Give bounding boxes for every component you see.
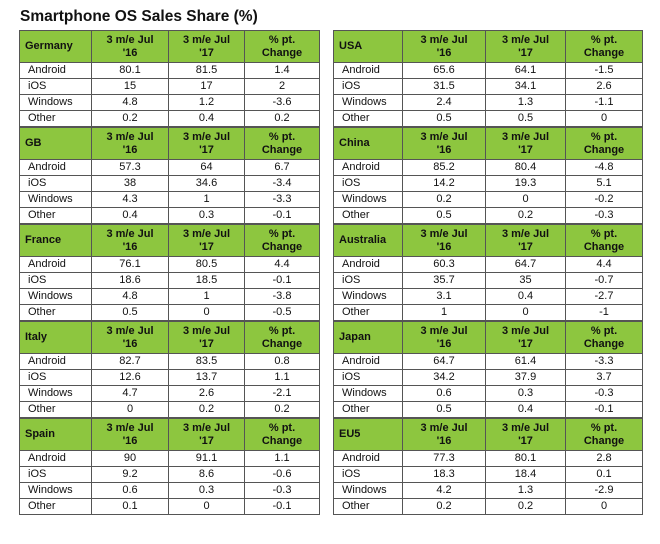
os-label: Android bbox=[20, 257, 92, 273]
value-cell: 34.6 bbox=[169, 176, 245, 192]
value-cell: 0.5 bbox=[92, 305, 169, 321]
os-label: Android bbox=[334, 354, 403, 370]
column-header: 3 m/e Jul '17 bbox=[486, 128, 566, 160]
value-cell: 0.2 bbox=[403, 192, 486, 208]
column-header: 3 m/e Jul '17 bbox=[169, 225, 245, 257]
region-name: Italy bbox=[20, 322, 92, 354]
value-cell: -3.4 bbox=[245, 176, 320, 192]
value-cell: 64.7 bbox=[486, 257, 566, 273]
value-cell: 1.3 bbox=[486, 95, 566, 111]
region-header-row bbox=[334, 31, 643, 63]
column-header: % pt. Change bbox=[566, 225, 643, 257]
value-cell: 0.4 bbox=[92, 208, 169, 224]
value-cell: 0 bbox=[566, 499, 643, 515]
region-table-germany bbox=[19, 30, 320, 127]
value-cell: -0.2 bbox=[566, 192, 643, 208]
region-name: Germany bbox=[20, 31, 92, 63]
value-cell: 61.4 bbox=[486, 354, 566, 370]
value-cell: 1 bbox=[169, 192, 245, 208]
os-label: Windows bbox=[334, 483, 403, 499]
region-header-row bbox=[20, 225, 320, 257]
value-cell: 76.1 bbox=[92, 257, 169, 273]
value-cell: 0.2 bbox=[486, 499, 566, 515]
value-cell: 0.3 bbox=[169, 208, 245, 224]
table-row bbox=[334, 63, 643, 79]
table-row bbox=[334, 483, 643, 499]
value-cell: 90 bbox=[92, 451, 169, 467]
table-row bbox=[20, 386, 320, 402]
os-label: Windows bbox=[20, 289, 92, 305]
table-row bbox=[20, 402, 320, 418]
os-label: Other bbox=[20, 111, 92, 127]
os-label: Android bbox=[334, 257, 403, 273]
value-cell: 35.7 bbox=[403, 273, 486, 289]
table-row bbox=[334, 273, 643, 289]
os-label: Other bbox=[334, 305, 403, 321]
column-header: 3 m/e Jul '17 bbox=[169, 322, 245, 354]
value-cell: 0.1 bbox=[566, 467, 643, 483]
value-cell: 13.7 bbox=[169, 370, 245, 386]
value-cell: 4.4 bbox=[245, 257, 320, 273]
os-label: iOS bbox=[20, 273, 92, 289]
value-cell: -2.1 bbox=[245, 386, 320, 402]
value-cell: -3.8 bbox=[245, 289, 320, 305]
value-cell: 4.3 bbox=[92, 192, 169, 208]
os-label: iOS bbox=[334, 370, 403, 386]
value-cell: -0.3 bbox=[566, 208, 643, 224]
value-cell: 81.5 bbox=[169, 63, 245, 79]
value-cell: 12.6 bbox=[92, 370, 169, 386]
value-cell: -1.5 bbox=[566, 63, 643, 79]
table-row bbox=[334, 305, 643, 321]
os-label: iOS bbox=[20, 176, 92, 192]
value-cell: 0 bbox=[169, 305, 245, 321]
os-label: Android bbox=[334, 63, 403, 79]
value-cell: 6.7 bbox=[245, 160, 320, 176]
value-cell: 0.2 bbox=[169, 402, 245, 418]
region-header-row bbox=[20, 419, 320, 451]
os-label: Windows bbox=[20, 483, 92, 499]
value-cell: 3.1 bbox=[403, 289, 486, 305]
column-header: 3 m/e Jul '17 bbox=[169, 31, 245, 63]
value-cell: 2.8 bbox=[566, 451, 643, 467]
os-label: Android bbox=[20, 160, 92, 176]
value-cell: -0.1 bbox=[245, 208, 320, 224]
column-header: 3 m/e Jul '17 bbox=[486, 322, 566, 354]
value-cell: -0.7 bbox=[566, 273, 643, 289]
value-cell: 37.9 bbox=[486, 370, 566, 386]
os-label: Windows bbox=[20, 95, 92, 111]
value-cell: 80.5 bbox=[169, 257, 245, 273]
table-row bbox=[334, 402, 643, 418]
value-cell: 0.6 bbox=[92, 483, 169, 499]
region-name: Spain bbox=[20, 419, 92, 451]
region-table-gb bbox=[19, 127, 320, 224]
column-header: % pt. Change bbox=[245, 322, 320, 354]
region-name: Japan bbox=[334, 322, 403, 354]
table-row bbox=[20, 273, 320, 289]
value-cell: 4.8 bbox=[92, 289, 169, 305]
value-cell: 4.8 bbox=[92, 95, 169, 111]
table-row bbox=[20, 483, 320, 499]
value-cell: 0 bbox=[486, 192, 566, 208]
value-cell: 0.2 bbox=[486, 208, 566, 224]
value-cell: 0.8 bbox=[245, 354, 320, 370]
table-row bbox=[334, 192, 643, 208]
value-cell: 1.4 bbox=[245, 63, 320, 79]
value-cell: 0.2 bbox=[245, 111, 320, 127]
value-cell: 4.7 bbox=[92, 386, 169, 402]
value-cell: 65.6 bbox=[403, 63, 486, 79]
table-row bbox=[20, 289, 320, 305]
value-cell: 0 bbox=[169, 499, 245, 515]
column-header: 3 m/e Jul '16 bbox=[403, 225, 486, 257]
column-header: 3 m/e Jul '16 bbox=[403, 322, 486, 354]
value-cell: 0 bbox=[486, 305, 566, 321]
column-header: 3 m/e Jul '17 bbox=[486, 225, 566, 257]
value-cell: -3.3 bbox=[245, 192, 320, 208]
value-cell: 34.2 bbox=[403, 370, 486, 386]
region-table-eu5 bbox=[333, 418, 643, 515]
column-header: % pt. Change bbox=[245, 225, 320, 257]
value-cell: 1 bbox=[169, 289, 245, 305]
region-name: China bbox=[334, 128, 403, 160]
region-header-row bbox=[334, 128, 643, 160]
table-row bbox=[334, 451, 643, 467]
chart-title: Smartphone OS Sales Share (%) bbox=[20, 8, 258, 25]
value-cell: 80.4 bbox=[486, 160, 566, 176]
value-cell: 14.2 bbox=[403, 176, 486, 192]
table-row bbox=[334, 176, 643, 192]
table-row bbox=[20, 370, 320, 386]
os-label: Android bbox=[20, 354, 92, 370]
table-row bbox=[334, 467, 643, 483]
column-header: 3 m/e Jul '16 bbox=[92, 128, 169, 160]
table-row bbox=[20, 467, 320, 483]
os-label: iOS bbox=[334, 79, 403, 95]
value-cell: 1.3 bbox=[486, 483, 566, 499]
value-cell: 80.1 bbox=[486, 451, 566, 467]
value-cell: -0.1 bbox=[566, 402, 643, 418]
os-label: Android bbox=[334, 160, 403, 176]
value-cell: 1.1 bbox=[245, 451, 320, 467]
value-cell: 0.1 bbox=[92, 499, 169, 515]
table-row bbox=[20, 305, 320, 321]
value-cell: 64 bbox=[169, 160, 245, 176]
table-row bbox=[20, 257, 320, 273]
region-name: GB bbox=[20, 128, 92, 160]
table-row bbox=[334, 79, 643, 95]
region-header-row bbox=[334, 419, 643, 451]
value-cell: -0.6 bbox=[245, 467, 320, 483]
os-label: Other bbox=[334, 402, 403, 418]
region-header-row bbox=[334, 225, 643, 257]
value-cell: 0.2 bbox=[92, 111, 169, 127]
os-label: Windows bbox=[334, 95, 403, 111]
value-cell: 17 bbox=[169, 79, 245, 95]
os-label: Windows bbox=[334, 192, 403, 208]
table-row bbox=[20, 111, 320, 127]
os-label: Other bbox=[20, 208, 92, 224]
right-column bbox=[333, 30, 642, 515]
os-label: Android bbox=[20, 451, 92, 467]
os-label: Other bbox=[334, 111, 403, 127]
column-header: 3 m/e Jul '16 bbox=[92, 31, 169, 63]
region-name: Australia bbox=[334, 225, 403, 257]
column-header: % pt. Change bbox=[566, 128, 643, 160]
value-cell: 9.2 bbox=[92, 467, 169, 483]
os-label: iOS bbox=[20, 467, 92, 483]
column-header: % pt. Change bbox=[245, 128, 320, 160]
value-cell: 0.4 bbox=[169, 111, 245, 127]
value-cell: 91.1 bbox=[169, 451, 245, 467]
value-cell: 18.3 bbox=[403, 467, 486, 483]
os-label: Windows bbox=[334, 289, 403, 305]
table-row bbox=[334, 289, 643, 305]
value-cell: -0.1 bbox=[245, 499, 320, 515]
value-cell: 5.1 bbox=[566, 176, 643, 192]
value-cell: 1 bbox=[403, 305, 486, 321]
table-row bbox=[20, 176, 320, 192]
table-row bbox=[20, 95, 320, 111]
region-header-row bbox=[20, 128, 320, 160]
table-row bbox=[20, 451, 320, 467]
value-cell: -2.7 bbox=[566, 289, 643, 305]
region-table-australia bbox=[333, 224, 643, 321]
table-row bbox=[334, 208, 643, 224]
value-cell: 0.6 bbox=[403, 386, 486, 402]
value-cell: -1 bbox=[566, 305, 643, 321]
value-cell: 19.3 bbox=[486, 176, 566, 192]
column-header: 3 m/e Jul '17 bbox=[486, 419, 566, 451]
value-cell: 38 bbox=[92, 176, 169, 192]
value-cell: 0.5 bbox=[403, 402, 486, 418]
value-cell: 64.7 bbox=[403, 354, 486, 370]
column-header: 3 m/e Jul '17 bbox=[486, 31, 566, 63]
region-table-france bbox=[19, 224, 320, 321]
table-row bbox=[334, 257, 643, 273]
region-header-row bbox=[20, 322, 320, 354]
column-header: % pt. Change bbox=[566, 322, 643, 354]
left-column bbox=[19, 30, 319, 515]
value-cell: 31.5 bbox=[403, 79, 486, 95]
column-header: 3 m/e Jul '16 bbox=[403, 128, 486, 160]
os-label: iOS bbox=[334, 176, 403, 192]
os-label: Android bbox=[20, 63, 92, 79]
column-header: 3 m/e Jul '16 bbox=[92, 225, 169, 257]
column-header: 3 m/e Jul '16 bbox=[92, 322, 169, 354]
table-row bbox=[20, 160, 320, 176]
value-cell: 0.3 bbox=[486, 386, 566, 402]
value-cell: 0.2 bbox=[245, 402, 320, 418]
value-cell: 83.5 bbox=[169, 354, 245, 370]
table-row bbox=[334, 160, 643, 176]
value-cell: 57.3 bbox=[92, 160, 169, 176]
value-cell: 0 bbox=[566, 111, 643, 127]
os-label: Other bbox=[20, 499, 92, 515]
os-label: Other bbox=[20, 305, 92, 321]
value-cell: -3.3 bbox=[566, 354, 643, 370]
value-cell: 0.5 bbox=[403, 208, 486, 224]
value-cell: -0.3 bbox=[566, 386, 643, 402]
column-header: % pt. Change bbox=[245, 419, 320, 451]
value-cell: 3.7 bbox=[566, 370, 643, 386]
column-header: 3 m/e Jul '17 bbox=[169, 128, 245, 160]
value-cell: 80.1 bbox=[92, 63, 169, 79]
region-header-row bbox=[334, 322, 643, 354]
value-cell: 35 bbox=[486, 273, 566, 289]
table-row bbox=[20, 354, 320, 370]
value-cell: 0.4 bbox=[486, 402, 566, 418]
value-cell: 2.4 bbox=[403, 95, 486, 111]
value-cell: 64.1 bbox=[486, 63, 566, 79]
table-row bbox=[20, 79, 320, 95]
os-label: Windows bbox=[20, 386, 92, 402]
value-cell: 1.2 bbox=[169, 95, 245, 111]
value-cell: -0.3 bbox=[245, 483, 320, 499]
region-name: USA bbox=[334, 31, 403, 63]
value-cell: 60.3 bbox=[403, 257, 486, 273]
os-label: Other bbox=[20, 402, 92, 418]
column-header: % pt. Change bbox=[566, 419, 643, 451]
table-row bbox=[334, 499, 643, 515]
table-row bbox=[334, 370, 643, 386]
region-table-italy bbox=[19, 321, 320, 418]
value-cell: -0.1 bbox=[245, 273, 320, 289]
value-cell: 1.1 bbox=[245, 370, 320, 386]
column-header: % pt. Change bbox=[245, 31, 320, 63]
value-cell: 0.5 bbox=[486, 111, 566, 127]
table-row bbox=[20, 192, 320, 208]
value-cell: 4.4 bbox=[566, 257, 643, 273]
column-header: 3 m/e Jul '16 bbox=[403, 419, 486, 451]
value-cell: 4.2 bbox=[403, 483, 486, 499]
value-cell: -1.1 bbox=[566, 95, 643, 111]
value-cell: 15 bbox=[92, 79, 169, 95]
region-table-japan bbox=[333, 321, 643, 418]
os-label: Windows bbox=[334, 386, 403, 402]
table-row bbox=[334, 95, 643, 111]
value-cell: 34.1 bbox=[486, 79, 566, 95]
value-cell: 0.4 bbox=[486, 289, 566, 305]
value-cell: 82.7 bbox=[92, 354, 169, 370]
region-name: France bbox=[20, 225, 92, 257]
os-label: iOS bbox=[334, 467, 403, 483]
value-cell: 2 bbox=[245, 79, 320, 95]
value-cell: 0.3 bbox=[169, 483, 245, 499]
table-row bbox=[20, 499, 320, 515]
region-table-china bbox=[333, 127, 643, 224]
value-cell: 0 bbox=[92, 402, 169, 418]
value-cell: 85.2 bbox=[403, 160, 486, 176]
os-label: Other bbox=[334, 208, 403, 224]
table-row bbox=[20, 63, 320, 79]
value-cell: 18.4 bbox=[486, 467, 566, 483]
value-cell: 18.5 bbox=[169, 273, 245, 289]
table-row bbox=[334, 354, 643, 370]
value-cell: 0.2 bbox=[403, 499, 486, 515]
value-cell: -0.5 bbox=[245, 305, 320, 321]
column-header: 3 m/e Jul '16 bbox=[92, 419, 169, 451]
value-cell: -4.8 bbox=[566, 160, 643, 176]
os-label: Windows bbox=[20, 192, 92, 208]
os-label: iOS bbox=[20, 79, 92, 95]
value-cell: -3.6 bbox=[245, 95, 320, 111]
region-table-usa bbox=[333, 30, 643, 127]
os-label: Android bbox=[334, 451, 403, 467]
column-header: % pt. Change bbox=[566, 31, 643, 63]
os-label: iOS bbox=[20, 370, 92, 386]
os-label: Other bbox=[334, 499, 403, 515]
value-cell: 2.6 bbox=[169, 386, 245, 402]
value-cell: -2.9 bbox=[566, 483, 643, 499]
column-header: 3 m/e Jul '16 bbox=[403, 31, 486, 63]
value-cell: 77.3 bbox=[403, 451, 486, 467]
value-cell: 0.5 bbox=[403, 111, 486, 127]
table-row bbox=[334, 111, 643, 127]
table-row bbox=[20, 208, 320, 224]
value-cell: 18.6 bbox=[92, 273, 169, 289]
value-cell: 2.6 bbox=[566, 79, 643, 95]
os-label: iOS bbox=[334, 273, 403, 289]
region-header-row bbox=[20, 31, 320, 63]
region-name: EU5 bbox=[334, 419, 403, 451]
value-cell: 8.6 bbox=[169, 467, 245, 483]
column-header: 3 m/e Jul '17 bbox=[169, 419, 245, 451]
region-table-spain bbox=[19, 418, 320, 515]
table-row bbox=[334, 386, 643, 402]
